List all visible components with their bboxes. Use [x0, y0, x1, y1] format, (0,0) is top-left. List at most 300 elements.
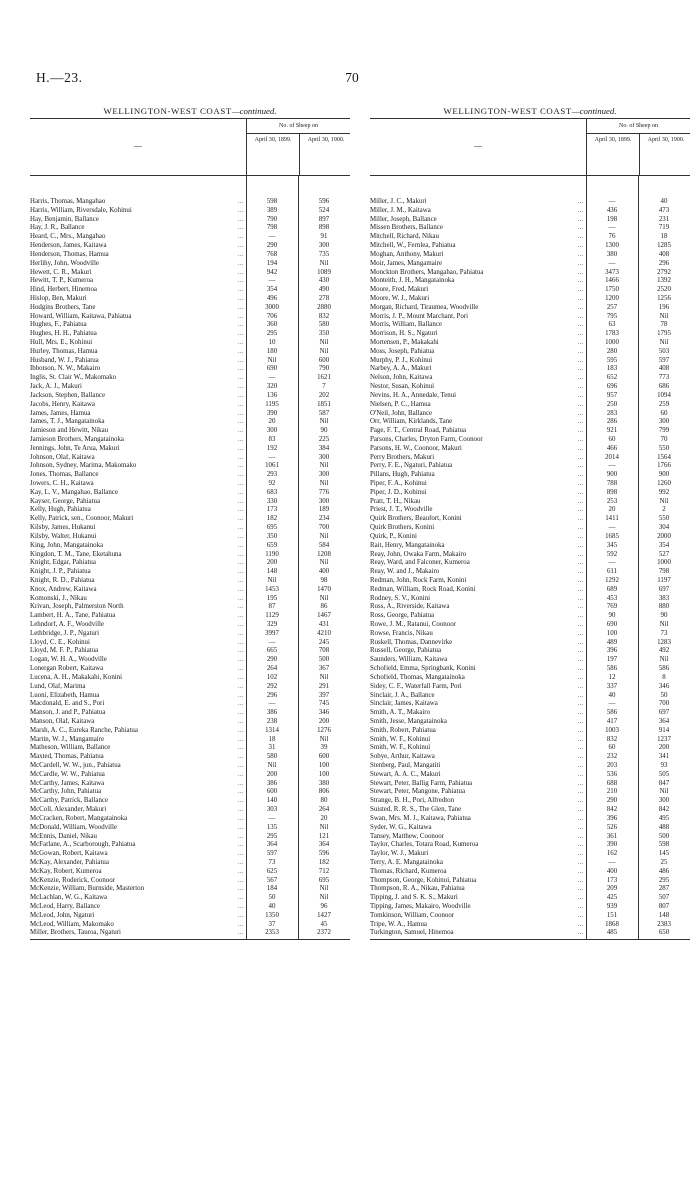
- sheep-1899: 898: [606, 488, 618, 496]
- sheep-1900: 200: [318, 717, 330, 725]
- table-row: [30, 709, 350, 718]
- leader-dots: ...: [578, 410, 584, 417]
- owner-name: Henderson, Thomas, Hamua: [30, 250, 109, 258]
- sheep-1899: 400: [606, 867, 618, 875]
- owner-name: McCracken, Robert, Mangatainoka: [30, 814, 128, 822]
- table-row: [370, 683, 690, 692]
- leader-dots: ...: [578, 833, 584, 840]
- owner-name: Lehndorf, A. F., Woodville: [30, 621, 104, 628]
- leader-dots: ...: [578, 577, 584, 584]
- owner-name: Hughes, H. H., Pahiatua: [30, 330, 97, 338]
- leader-dots: ...: [238, 745, 244, 752]
- sheep-1900: 346: [318, 709, 330, 717]
- sheep-1899: 151: [606, 911, 618, 919]
- sheep-1899: 921: [606, 427, 618, 435]
- table-row: [30, 295, 350, 304]
- sheep-1899: 390: [266, 409, 278, 417]
- sheep-1900: 806: [318, 788, 330, 796]
- sheep-count-header: [586, 119, 690, 175]
- table-row: [30, 224, 350, 233]
- sheep-1899: —: [608, 224, 616, 232]
- sheep-1900: 799: [658, 427, 670, 435]
- sheep-1900: 367: [318, 665, 330, 673]
- leader-dots: ...: [238, 763, 244, 769]
- sheep-1900: 45: [320, 920, 328, 928]
- owner-name: Knight, Edgar, Pahiatua: [30, 559, 96, 567]
- table-row: [30, 269, 350, 278]
- sheep-1899: 37: [268, 920, 276, 928]
- table-row: [30, 700, 350, 709]
- owner-name: Rodney, S. V., Konini: [370, 594, 430, 602]
- owner-name: McGowan, Robert, Kaitawa: [30, 850, 108, 858]
- owner-name: Manson, J. and P., Pahiatua: [30, 709, 106, 717]
- leader-dots: ...: [578, 789, 584, 796]
- sheep-1899: 769: [606, 603, 618, 611]
- owner-name: Parsons, H. W., Coonoor, Makuri: [370, 444, 462, 452]
- owner-name: Lethbridge, J. P., Ngaturi: [30, 629, 100, 637]
- owner-name: Kingdon, T. M., Tane, Eketahuna: [30, 550, 122, 558]
- leader-dots: ...: [238, 912, 244, 919]
- sheep-1900: 182: [318, 858, 330, 866]
- sheep-1899: 790: [266, 215, 278, 223]
- leader-dots: ...: [238, 622, 244, 628]
- sheep-1899: 364: [266, 841, 278, 849]
- sheep-1900: 2000: [657, 532, 671, 540]
- sheep-1900: 500: [658, 832, 670, 840]
- owner-name: Stewart, A. A. C., Makuri: [370, 770, 441, 778]
- table-row: [370, 603, 690, 612]
- leader-dots: ...: [238, 807, 244, 814]
- sheep-1899: 683: [266, 488, 278, 496]
- owner-name: McColl, Alexander, Makuri: [30, 806, 107, 814]
- sheep-1900: 196: [658, 303, 670, 311]
- table-row: [30, 436, 350, 445]
- sheep-1899: —: [608, 198, 616, 205]
- leader-dots: ...: [578, 569, 584, 576]
- sheep-1900: 1208: [317, 550, 331, 558]
- table-row: [30, 401, 350, 410]
- sheep-1899: 798: [266, 224, 278, 232]
- sheep-1900: 380: [318, 779, 330, 787]
- sheep-1899: 1061: [265, 462, 279, 470]
- owner-name: Inglis, St. Clair W., Makomako: [30, 374, 117, 382]
- sheep-1900: Nil: [319, 259, 329, 267]
- sheep-1900: 93: [660, 762, 668, 769]
- sheep-1900: 708: [318, 647, 330, 655]
- sheep-1900: 20: [320, 814, 328, 822]
- table-row: [370, 313, 690, 322]
- sheep-1899: 425: [606, 894, 618, 902]
- leader-dots: ...: [578, 507, 584, 514]
- owner-name: Pillans, Hugh, Pahiatua: [370, 471, 435, 479]
- owner-name: Strange, B. H., Pori, Alfredton: [370, 797, 455, 805]
- sheep-1900: 400: [318, 568, 330, 576]
- name-column-header: —: [474, 141, 482, 150]
- leader-dots: ...: [578, 313, 584, 320]
- owner-name: Hewett, C. R., Makuri: [30, 268, 92, 276]
- table-row: [370, 383, 690, 392]
- sheep-1899: 250: [606, 400, 618, 408]
- sheep-1899: 90: [608, 612, 616, 620]
- sheep-1900: Nil: [319, 480, 329, 487]
- sheep-1900: 503: [658, 347, 670, 355]
- table-row: [370, 762, 690, 771]
- leader-dots: ...: [238, 472, 244, 479]
- table-row: [30, 647, 350, 656]
- sheep-1900: 383: [658, 594, 670, 602]
- table-row: [370, 401, 690, 410]
- sheep-1900: 291: [318, 682, 330, 690]
- table-row: [30, 744, 350, 753]
- leader-dots: ...: [578, 331, 584, 338]
- leader-dots: ...: [578, 842, 584, 849]
- table-row: [370, 286, 690, 295]
- sheep-1900: 1470: [317, 585, 331, 593]
- table-row: [30, 330, 350, 339]
- sheep-1899: 140: [266, 797, 278, 805]
- leader-dots: ...: [578, 216, 584, 223]
- table-row: [30, 524, 350, 533]
- sheep-1899: 832: [606, 735, 618, 743]
- sheep-1900: Nil: [659, 497, 669, 505]
- sheep-1900: 90: [320, 427, 328, 435]
- owner-name: Krivan, Joseph, Palmerston North: [30, 603, 124, 611]
- owner-name: Piper, J. D., Kohinui: [370, 488, 427, 496]
- sheep-1899: 290: [606, 797, 618, 805]
- leader-dots: ...: [578, 727, 584, 734]
- sheep-1900: 1427: [317, 911, 331, 919]
- leader-dots: ...: [578, 692, 584, 699]
- sheep-1900: Nil: [319, 735, 329, 743]
- leader-dots: ...: [238, 498, 244, 505]
- leader-dots: ...: [578, 428, 584, 435]
- owner-name: Harris, William, Riversdale, Kohinui: [30, 206, 132, 214]
- sheep-1899: 40: [268, 903, 276, 910]
- leader-dots: ...: [238, 533, 244, 540]
- table-row: [370, 595, 690, 604]
- table-row: [30, 656, 350, 665]
- sheep-1899: 183: [606, 365, 618, 373]
- owner-name: Kayser, George, Pahiatua: [30, 497, 101, 505]
- sheep-1899: —: [268, 453, 276, 461]
- sheep-1899: 688: [606, 779, 618, 787]
- sheep-1899: 292: [266, 682, 278, 690]
- table-row: [370, 410, 690, 419]
- sheep-1899: 1200: [605, 294, 619, 302]
- owner-name: Lonergan Robert, Kaitawa: [30, 665, 104, 673]
- sheep-1900: 300: [658, 418, 670, 426]
- leader-dots: ...: [238, 322, 244, 329]
- table-row: [30, 577, 350, 586]
- table-row: [30, 833, 350, 842]
- owner-name: Hay, J. R., Ballance: [30, 224, 85, 232]
- owner-name: Knight, J. P., Pahiatua: [30, 568, 91, 576]
- owner-name: Moss, Joseph, Pahiatua: [370, 347, 435, 355]
- leader-dots: ...: [238, 586, 244, 593]
- sheep-1900: 2: [662, 506, 666, 514]
- page-number: 70: [345, 70, 359, 85]
- leader-dots: ...: [578, 542, 584, 549]
- sheep-1899: —: [268, 277, 276, 285]
- sheep-1900: 584: [318, 541, 330, 549]
- table-row: [370, 295, 690, 304]
- table-row: [370, 216, 690, 225]
- leader-dots: ...: [578, 815, 584, 822]
- sheep-1899: 92: [268, 480, 276, 487]
- year-1899-header: April 30, 1899.: [594, 137, 632, 143]
- sheep-1899: 592: [606, 550, 618, 558]
- sheep-1899: 696: [606, 383, 618, 391]
- leader-dots: ...: [238, 674, 244, 681]
- sheep-1899: 586: [606, 665, 618, 673]
- sheep-1900: 300: [318, 242, 330, 250]
- sheep-1900: 650: [658, 929, 670, 937]
- leader-dots: ...: [578, 560, 584, 567]
- sheep-1899: 595: [606, 356, 618, 364]
- sheep-1900: 245: [318, 638, 330, 646]
- sheep-1900: 898: [318, 224, 330, 232]
- sheep-1900: Nil: [659, 312, 669, 320]
- owner-name: Jennings, John, Te Arua, Makuri: [30, 444, 120, 452]
- owner-name: Tomkinson, William, Coonoor: [370, 911, 455, 919]
- leader-dots: ...: [578, 683, 584, 690]
- sheep-1900: 100: [318, 762, 330, 769]
- leader-dots: ...: [238, 824, 244, 831]
- leader-dots: ...: [238, 560, 244, 567]
- sheep-1900: 202: [318, 391, 330, 399]
- sheep-1900: 341: [658, 753, 670, 761]
- leader-dots: ...: [578, 710, 584, 717]
- sheep-1899: 1783: [605, 330, 619, 338]
- sheep-1900: 364: [658, 717, 670, 725]
- owner-name: Quirk Brothers, Beaufort, Konini: [370, 515, 462, 523]
- sheep-count-title: No. of Sheep on: [247, 119, 350, 134]
- sheep-1900: 1094: [657, 391, 671, 399]
- sheep-1899: —: [268, 700, 276, 708]
- sheep-1900: 86: [320, 603, 328, 611]
- sheep-1899: 1129: [265, 612, 279, 620]
- sheep-1900: 431: [318, 621, 330, 628]
- owner-name: Moir, James, Mangamaire: [370, 259, 443, 267]
- leader-dots: ...: [238, 921, 244, 928]
- sheep-1899: 453: [606, 594, 618, 602]
- leader-dots: ...: [238, 877, 244, 884]
- leader-dots: ...: [578, 516, 584, 523]
- owner-name: Manson, Olaf, Kaitawa: [30, 717, 95, 725]
- table-row: [30, 313, 350, 322]
- table-row: [370, 515, 690, 524]
- sheep-1900: 296: [658, 259, 670, 267]
- name-column-header: —: [134, 141, 142, 150]
- leader-dots: ...: [238, 851, 244, 858]
- leader-dots: ...: [578, 260, 584, 267]
- sheep-1899: 76: [608, 233, 616, 241]
- sheep-1899: 320: [266, 383, 278, 391]
- sheep-1900: 148: [658, 911, 670, 919]
- leader-dots: ...: [578, 595, 584, 602]
- table-row: [30, 621, 350, 630]
- leader-dots: ...: [578, 763, 584, 769]
- owner-name: Lund, Olaf, Marima: [30, 682, 86, 690]
- leader-dots: ...: [238, 295, 244, 302]
- owner-name: Lambert, H. A., Tane, Pahiatua: [30, 612, 116, 620]
- table-row: [370, 797, 690, 806]
- sheep-1899: 136: [266, 391, 278, 399]
- year-1900-header: April 30, 1900.: [639, 133, 692, 175]
- owner-name: Jowers, C. H., Kaitawa: [30, 480, 94, 487]
- sheep-1899: 466: [606, 444, 618, 452]
- leader-dots: ...: [238, 542, 244, 549]
- leader-dots: ...: [578, 807, 584, 814]
- sheep-1899: 1314: [265, 726, 279, 734]
- table-row: [370, 392, 690, 401]
- sheep-1899: 20: [268, 418, 276, 426]
- sheep-1899: 40: [608, 691, 616, 699]
- sheep-1900: 992: [658, 488, 670, 496]
- table-row: [30, 718, 350, 727]
- table-row: [370, 656, 690, 665]
- leader-dots: ...: [238, 225, 244, 232]
- sheep-1900: 304: [658, 524, 670, 532]
- sheep-1900: Nil: [319, 894, 329, 902]
- owner-name: Smith, Jesse, Mangatainoka: [370, 717, 447, 725]
- sheep-1899: 31: [268, 744, 276, 752]
- table-row: [30, 612, 350, 621]
- owner-name: McEnnis, Daniel, Nikau: [30, 832, 97, 840]
- leader-dots: ...: [578, 498, 584, 505]
- table-row: [30, 498, 350, 507]
- leader-dots: ...: [238, 251, 244, 258]
- sheep-1900: Nil: [319, 532, 329, 540]
- sheep-1900: 234: [318, 515, 330, 523]
- table-row: [30, 392, 350, 401]
- owner-name: Morris, J. P., Mount Marchant, Pori: [370, 312, 468, 320]
- leader-dots: ...: [238, 569, 244, 576]
- sheep-1900: 259: [658, 400, 670, 408]
- sheep-1900: 490: [318, 286, 330, 294]
- leader-dots: ...: [238, 516, 244, 523]
- owner-name: McCardell, W. W., jun., Pahiatua: [30, 762, 121, 769]
- sheep-1900: 2372: [317, 929, 331, 937]
- owner-name: Stewart, Peter, Mangone, Pahiatua: [370, 788, 466, 796]
- table-row: [30, 850, 350, 859]
- table-row: [30, 665, 350, 674]
- table-row: [30, 692, 350, 701]
- sheep-1900: 700: [318, 524, 330, 532]
- leader-dots: ...: [238, 243, 244, 250]
- sheep-1899: 900: [606, 471, 618, 479]
- leader-dots: ...: [578, 322, 584, 329]
- sheep-1899: 768: [266, 250, 278, 258]
- sheep-1899: 264: [266, 665, 278, 673]
- table-row: [30, 815, 350, 824]
- sheep-1899: Nil: [267, 356, 277, 364]
- owner-name: Swan, Mrs. M. J., Kaitawa, Pahiatua: [370, 814, 471, 822]
- owner-name: Kay, L. V., Mangahao, Ballance: [30, 488, 118, 496]
- leader-dots: ...: [238, 886, 244, 893]
- sheep-count-header: [246, 119, 350, 175]
- sheep-1899: 1685: [605, 532, 619, 540]
- sheep-1899: —: [608, 524, 616, 532]
- leader-dots: ...: [578, 295, 584, 302]
- table-title-text: WELLINGTON-WEST COAST: [443, 106, 572, 116]
- sheep-1900: 39: [320, 744, 328, 752]
- sheep-1900: 397: [318, 691, 330, 699]
- owner-name: Moore, Fred, Makuri: [370, 286, 429, 294]
- sheep-1899: 330: [266, 497, 278, 505]
- sheep-1899: 329: [266, 621, 278, 628]
- sheep-1900: 4210: [317, 629, 331, 637]
- table-row: [30, 797, 350, 806]
- sheep-1900: 1089: [317, 268, 331, 276]
- owner-name: Morgan, Richard, Tiraumea, Woodville: [370, 303, 479, 311]
- table-row: [30, 921, 350, 930]
- sheep-1899: —: [608, 858, 616, 866]
- table-row: [30, 762, 350, 771]
- table-row: [370, 577, 690, 586]
- owner-name: Reay, W. and J., Makairo: [370, 568, 440, 576]
- leader-dots: ...: [578, 859, 584, 866]
- sheep-1899: 350: [266, 532, 278, 540]
- table-row: [370, 674, 690, 683]
- sheep-1899: —: [608, 700, 616, 708]
- sheep-1899: 100: [606, 629, 618, 637]
- owner-name: Knox, Andrew, Kaitawa: [30, 585, 97, 593]
- sheep-1899: 3473: [605, 268, 619, 276]
- owner-name: Hodgins Brothers, Tane: [30, 303, 96, 311]
- sheep-1899: 50: [268, 894, 276, 902]
- sheep-1899: 939: [606, 903, 618, 910]
- sheep-1899: 942: [266, 268, 278, 276]
- table-row: [370, 260, 690, 269]
- sheep-1899: 232: [606, 753, 618, 761]
- table-row: [30, 357, 350, 366]
- leader-dots: ...: [238, 657, 244, 664]
- owner-name: Redman, William, Rock Road, Konini: [370, 585, 476, 593]
- owner-name: Rait, Henry, Mangatainoka: [370, 541, 445, 549]
- owner-name: McFarlane, A., Scarborough, Pahiatua: [30, 841, 136, 849]
- owner-name: Husband, W. J., Pahiatua: [30, 356, 99, 364]
- table-row: [30, 841, 350, 850]
- sheep-1899: —: [268, 374, 276, 382]
- owner-name: McKay, Alexander, Pahiatua: [30, 858, 109, 866]
- table-row: [370, 806, 690, 815]
- owner-name: Thomas, Richard, Kumeroa: [370, 867, 447, 875]
- table-row: [370, 929, 690, 938]
- sheep-1899: —: [268, 638, 276, 646]
- sheep-1900: 596: [318, 198, 330, 205]
- leader-dots: ...: [238, 904, 244, 910]
- leader-dots: ...: [238, 895, 244, 902]
- leader-dots: ...: [578, 745, 584, 752]
- sheep-1900: 897: [318, 215, 330, 223]
- sheep-1900: 2880: [317, 303, 331, 311]
- leader-dots: ...: [578, 771, 584, 778]
- sheep-1899: 197: [606, 656, 618, 664]
- table-row: [370, 454, 690, 463]
- owner-name: Suisted, R. R. S., The Glen, Tane: [370, 806, 462, 814]
- table-row: [30, 603, 350, 612]
- sheep-1899: 295: [266, 832, 278, 840]
- sheep-1900: 1285: [657, 242, 671, 250]
- sheep-1900: 1276: [317, 726, 331, 734]
- owner-name: McLeod, Harry, Ballance: [30, 903, 100, 910]
- owner-name: McKay, Robert, Kumeroa: [30, 867, 102, 875]
- sheep-1900: 842: [658, 806, 670, 814]
- table-row: [370, 859, 690, 868]
- sheep-1900: 597: [658, 356, 670, 364]
- leader-dots: ...: [578, 586, 584, 593]
